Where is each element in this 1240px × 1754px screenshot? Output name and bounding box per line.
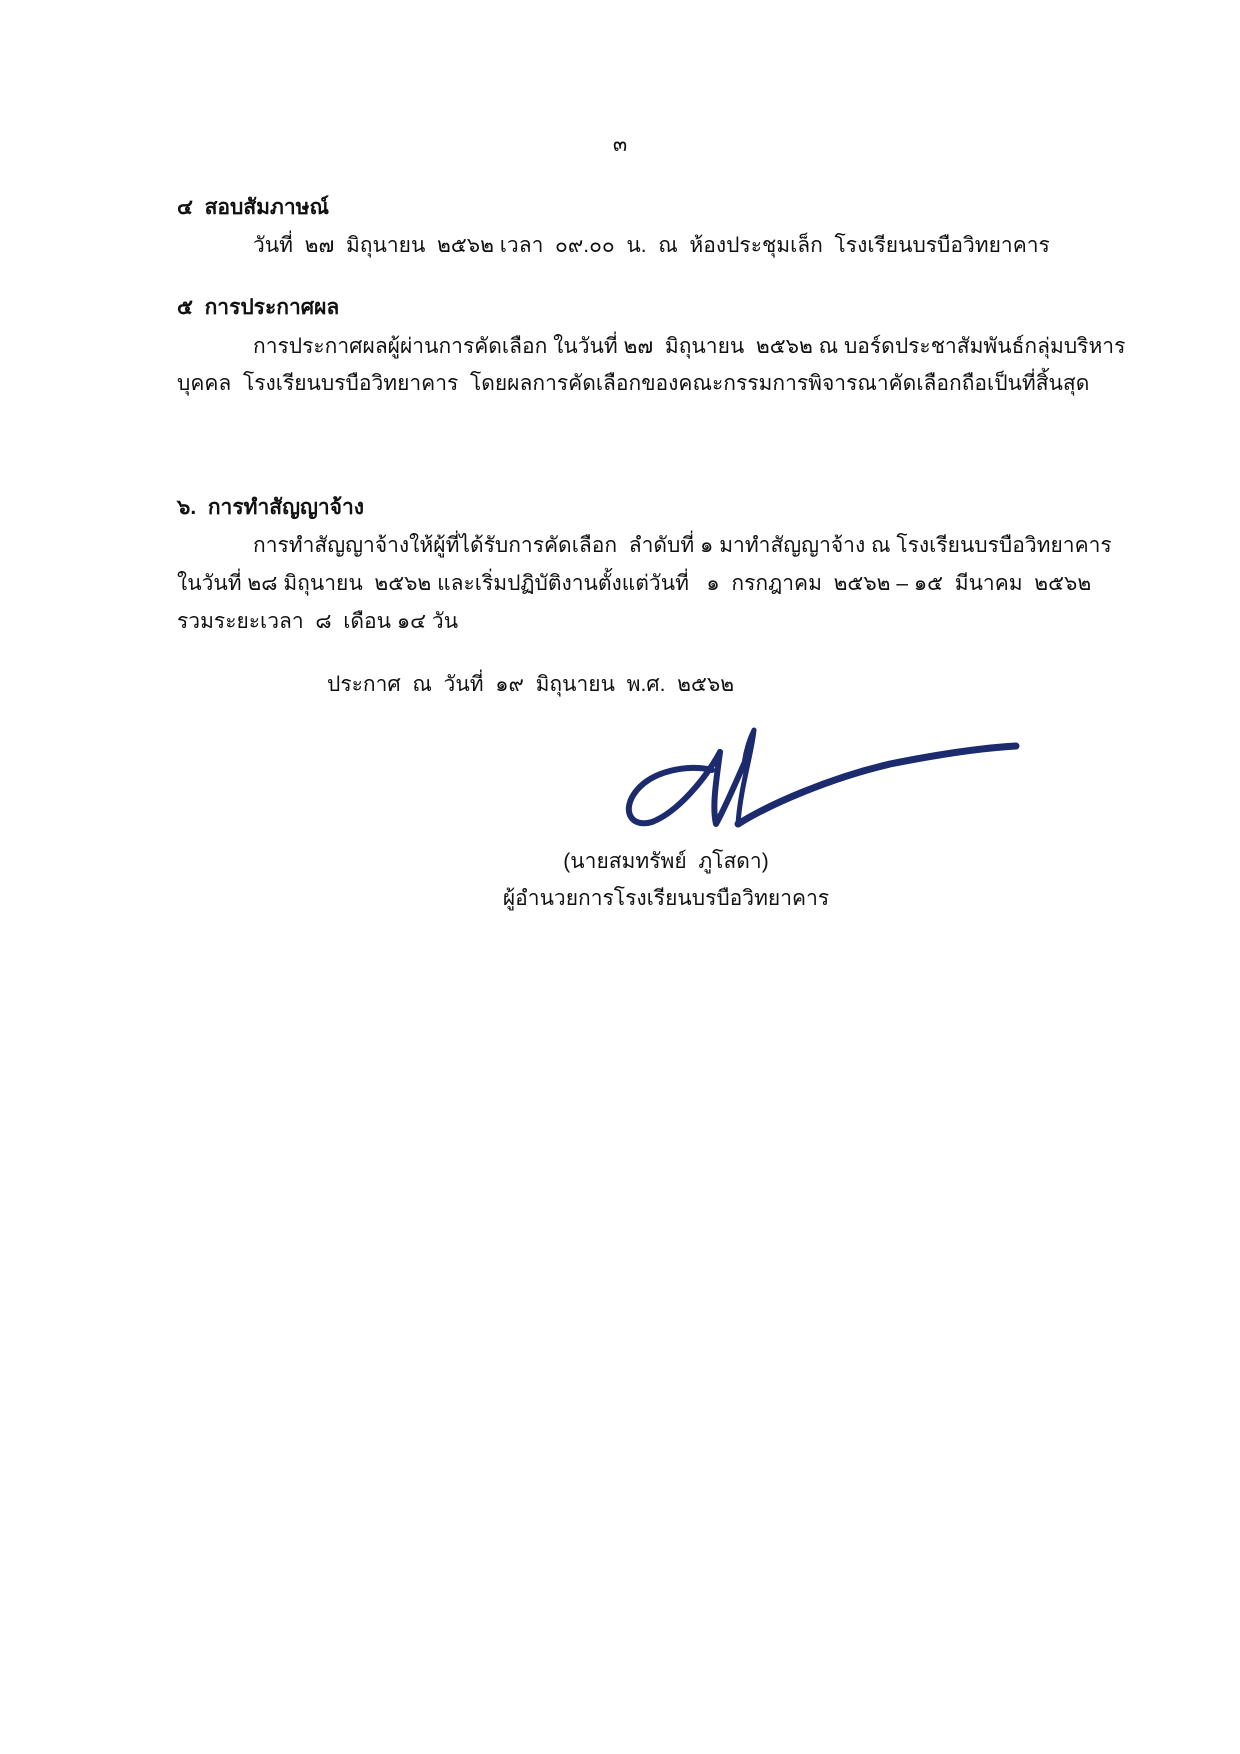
page-number: ๓ (612, 133, 628, 156)
announcement-date: ประกาศ ณ วันที่ ๑๙ มิถุนายน พ.ศ. ๒๕๖๒ (327, 673, 735, 696)
interview-line-1: วันที่ ๒๗ มิถุนายน ๒๕๖๒ เวลา ๐๙.๐๐ น. ณ ห้องประชุมเล็ก โรงเรียนบรบือวิทยาคาร (253, 234, 1050, 257)
contract-heading: ๖. การทำสัญญาจ้าง (177, 496, 365, 519)
signature-loop-stroke (629, 752, 720, 823)
signature-image (620, 712, 1020, 838)
contract-line-1: การทำสัญญาจ้างให้ผู้ที่ได้รับการคัดเลือก ลำดับที่ ๑ มาทำสัญญาจ้าง ณ โรงเรียนบรบือวิทยาคาร (253, 534, 1112, 557)
contract-line-3: รวมระยะเวลา ๘ เดือน ๑๔ วัน (177, 610, 459, 633)
announcement-heading: ๕ การประกาศผล (177, 296, 340, 319)
interview-heading: ๔ สอบสัมภาษณ์ (177, 196, 329, 219)
contract-line-2: ในวันที่ ๒๘ มิถุนายน ๒๕๖๒ และเริ่มปฏิบัติงานตั้งแต่วันที่ ๑ กรกฎาคม ๒๕๖๒ – ๑๕ มีนาคม ๒๕๖๒ (177, 572, 1092, 595)
announcement-line-1: การประกาศผลผู้ผ่านการคัดเลือก ในวันที่ ๒๗ มิถุนายน ๒๕๖๒ ณ บอร์ดประชาสัมพันธ์กลุ่มบริหาร (253, 335, 1126, 358)
announcement-line-2: บุคคล โรงเรียนบรบือวิทยาคาร โดยผลการคัดเลือกของคณะกรรมการพิจารณาคัดเลือกถือเป็นที่สิ้นสุด (177, 372, 1090, 395)
signer-title: ผู้อำนวยการโรงเรียนบรบือวิทยาคาร (502, 887, 830, 910)
signer-name: (นายสมทรัพย์ ภูโสดา) (563, 850, 769, 873)
signature-tail-stroke (738, 746, 1016, 824)
